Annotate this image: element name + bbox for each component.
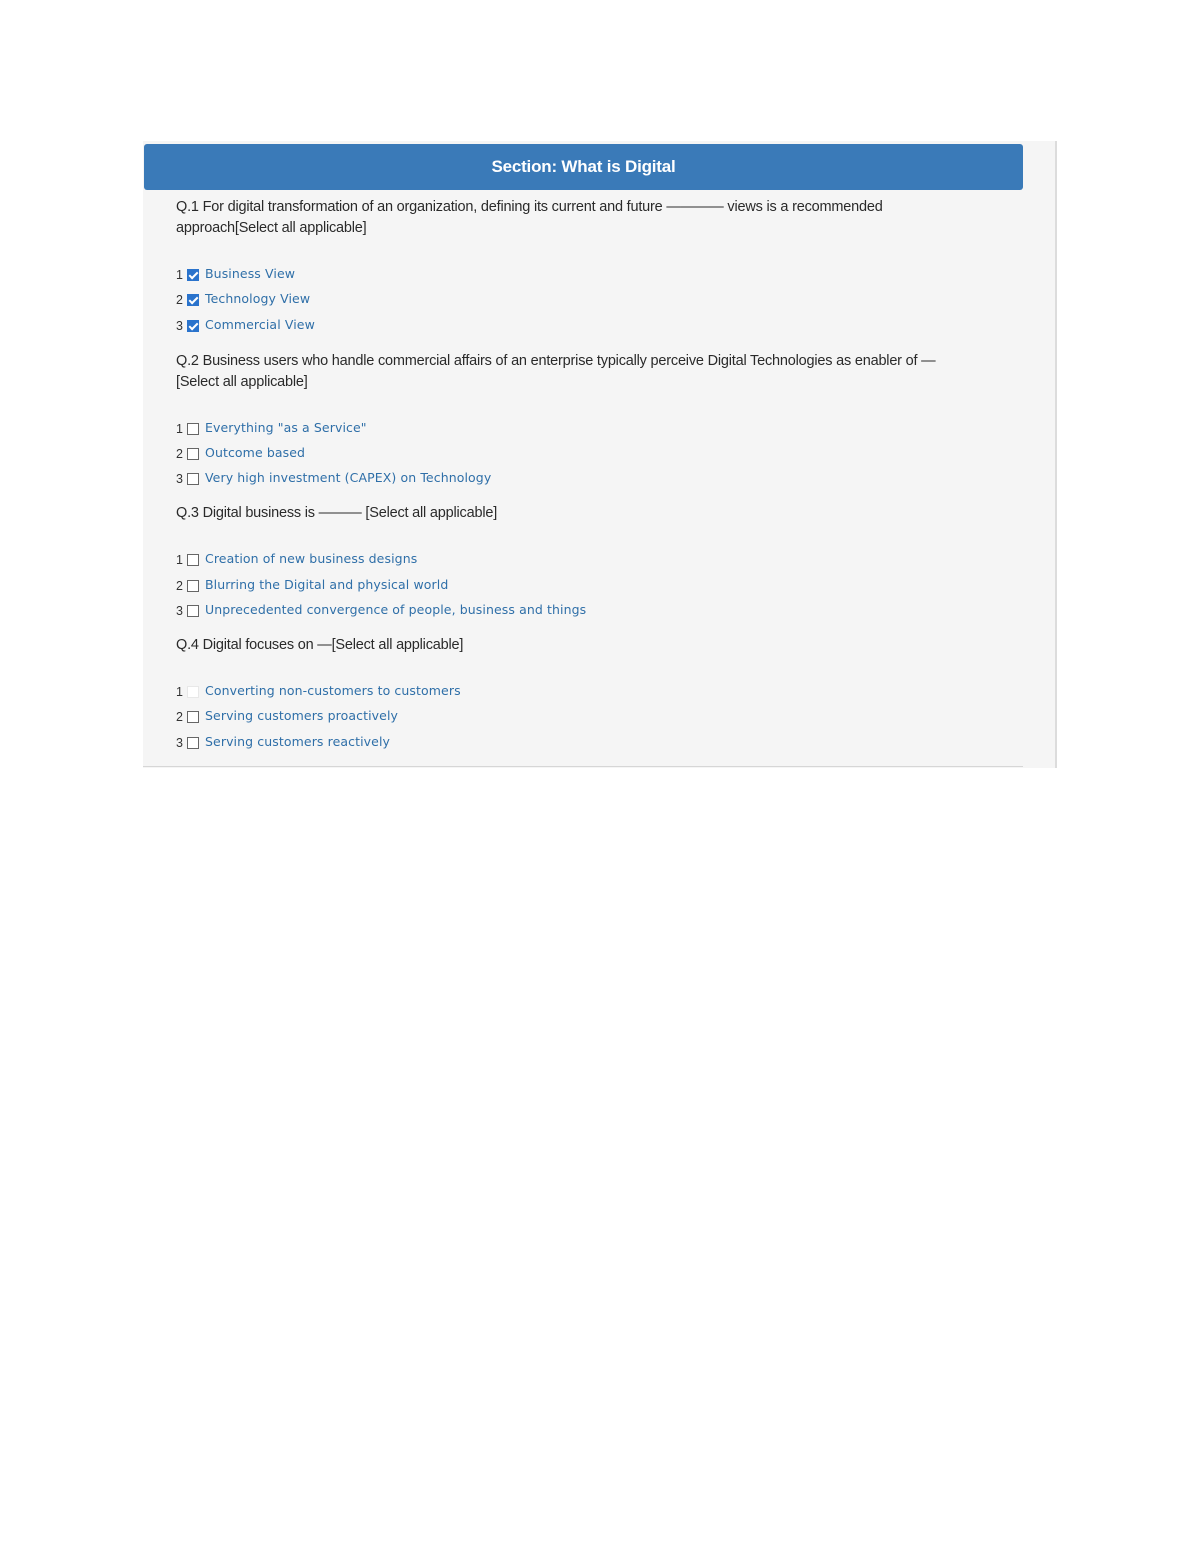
unchecked-checkbox[interactable]: [187, 580, 199, 592]
option-number: 1: [176, 553, 183, 567]
unchecked-checkbox[interactable]: [187, 554, 199, 566]
option-label[interactable]: Creation of new business designs: [205, 550, 418, 566]
question-2-text: Q.2 Business users who handle commercial affairs of an enterprise typically perceive Digital Technologies as enabler of — [Select all applicable]: [176, 353, 936, 390]
option-label[interactable]: Unprecedented convergence of people, business and things: [205, 601, 587, 617]
question-4-option-2[interactable]: [176, 705, 398, 725]
option-label[interactable]: Business View: [205, 265, 296, 281]
unchecked-checkbox[interactable]: [187, 686, 199, 698]
option-number: 3: [176, 319, 183, 333]
quiz-section-panel: [143, 141, 1057, 768]
question-3-option-2[interactable]: [176, 574, 448, 594]
panel-bottom-divider: [143, 766, 1023, 767]
section-header: Section: What is Digital: [144, 144, 1023, 190]
option-number: 2: [176, 710, 183, 724]
option-label[interactable]: Serving customers proactively: [205, 707, 399, 723]
question-4-option-1[interactable]: [176, 680, 461, 700]
option-number: 1: [176, 268, 183, 282]
unchecked-checkbox[interactable]: [187, 448, 199, 460]
option-label[interactable]: Outcome based: [205, 444, 306, 460]
option-label[interactable]: Commercial View: [205, 316, 315, 332]
question-2-option-1[interactable]: [176, 417, 367, 437]
question-4-option-3[interactable]: [176, 731, 390, 751]
option-number: 1: [176, 422, 183, 436]
question-1-text: Q.1 For digital transformation of an organization, defining its current and future ———— views is a recommended approach[Select all applicable]: [176, 199, 883, 236]
question-3-option-1[interactable]: [176, 548, 417, 568]
question-2-option-2[interactable]: [176, 442, 305, 462]
option-number: 2: [176, 447, 183, 461]
question-3-option-3[interactable]: [176, 599, 586, 619]
option-number: 3: [176, 736, 183, 750]
question-2-option-3[interactable]: [176, 467, 491, 487]
option-label[interactable]: Converting non-customers to customers: [205, 682, 461, 698]
checked-checkbox[interactable]: [187, 320, 199, 332]
question-1-option-2[interactable]: [176, 288, 310, 308]
checked-checkbox[interactable]: [187, 269, 199, 281]
option-label[interactable]: Everything "as a Service": [205, 419, 367, 435]
option-number: 3: [176, 604, 183, 618]
option-label[interactable]: Very high investment (CAPEX) on Technology: [205, 469, 492, 485]
option-number: 2: [176, 579, 183, 593]
question-1-option-3[interactable]: [176, 314, 315, 334]
unchecked-checkbox[interactable]: [187, 737, 199, 749]
unchecked-checkbox[interactable]: [187, 711, 199, 723]
question-4-text: Q.4 Digital focuses on —[Select all applicable]: [176, 637, 464, 653]
option-number: 1: [176, 685, 183, 699]
unchecked-checkbox[interactable]: [187, 473, 199, 485]
option-number: 3: [176, 472, 183, 486]
option-label[interactable]: Serving customers reactively: [205, 733, 391, 749]
unchecked-checkbox[interactable]: [187, 423, 199, 435]
option-label[interactable]: Blurring the Digital and physical world: [205, 576, 449, 592]
checked-checkbox[interactable]: [187, 294, 199, 306]
option-label[interactable]: Technology View: [205, 290, 311, 306]
unchecked-checkbox[interactable]: [187, 605, 199, 617]
question-3-text: Q.3 Digital business is ——— [Select all applicable]: [176, 505, 498, 521]
question-1-option-1[interactable]: [176, 263, 295, 283]
option-number: 2: [176, 293, 183, 307]
